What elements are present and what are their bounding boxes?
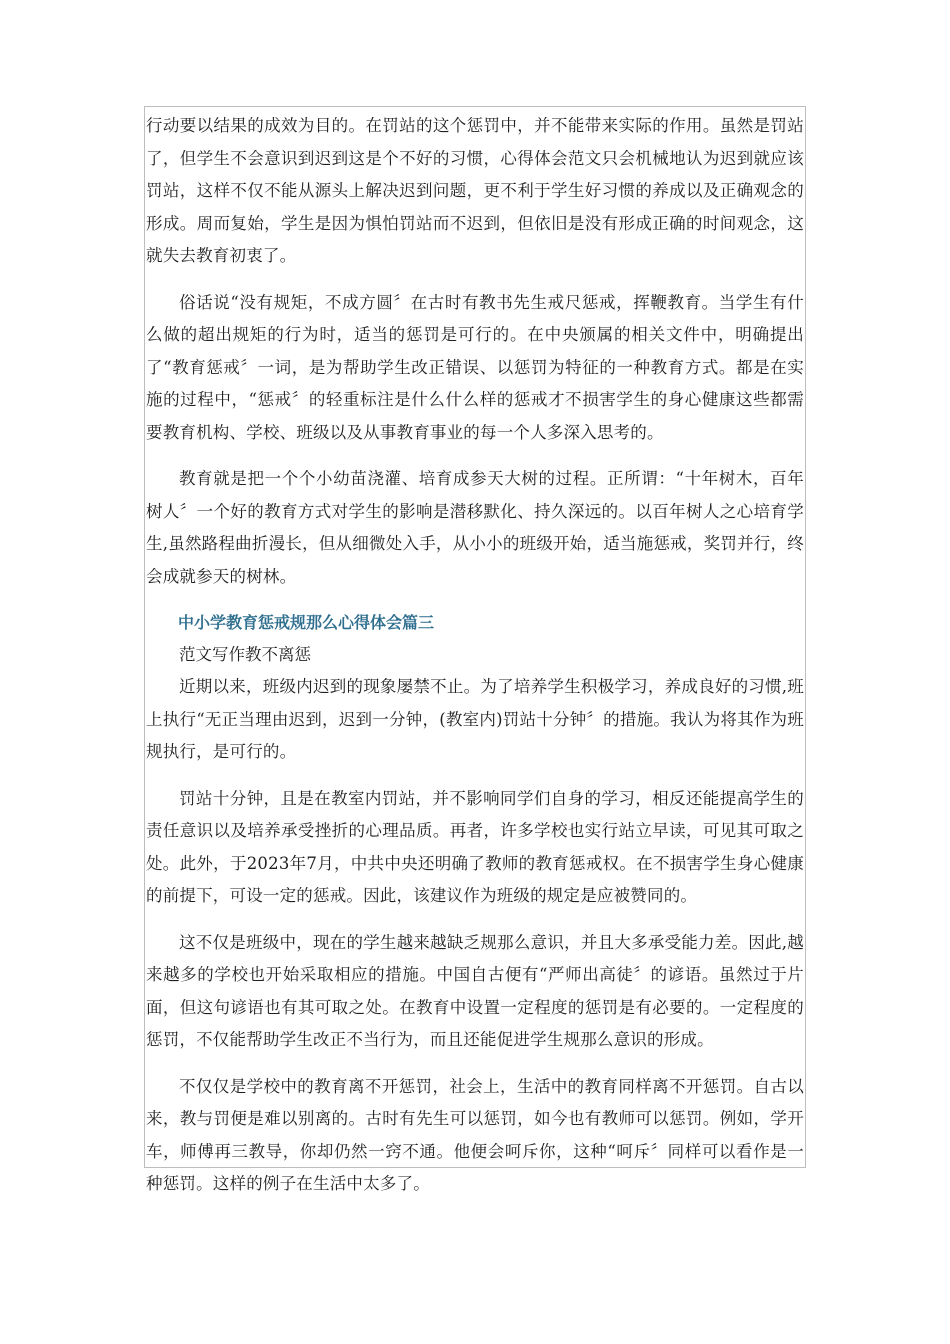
paragraph-5: 罚站十分钟，且是在教室内罚站，并不影响同学们自身的学习，相反还能提高学生的责任意识以及培养承受挫折的心理品质。再者，许多学校也实行站立早读，可见其可取之处。此外，于2023年7月，中共中央还明确了教师的教育惩戒权。在不损害学生身心健康的前提下，可设一定的惩戒。因此，该建议作为班级的规定是应被赞同的。 (146, 788, 804, 905)
section-heading: 中小学教育惩戒规那么心得体会篇三 (178, 613, 435, 632)
paragraph-6: 这不仅是班级中，现在的学生越来越缺乏规那么意识，并且大多承受能力差。因此,越来越多的学校也开始采取相应的措施。中国自古便有“严师出高徒〞的谚语。虽然过于片面，但这句谚语也有其可取之处。在教育中设置一定程度的惩罚是有必要的。一定程度的惩罚，不仅能帮助学生改正不当行为，而且还能促进学生规那么意识的形成。 (146, 932, 804, 1049)
document-body (146, 110, 806, 1201)
section-subtitle: 范文写作教不离惩 (179, 645, 311, 664)
paragraph-4: 近期以来，班级内迟到的现象屡禁不止。为了培养学生积极学习，养成良好的习惯,班上执行“无正当理由迟到，迟到一分钟，(教室内)罚站十分钟〞的措施。我认为将其作为班规执行，是可行的。 (146, 677, 804, 761)
paragraph-7: 不仅仅是学校中的教育离不开惩罚，社会上，生活中的教育同样离不开惩罚。自古以来，教与罚便是难以别离的。古时有先生可以惩罚，如今也有教师可以惩罚。例如，学开车，师傅再三教导，你却仍然一窍不通。他便会呵斥你，这种“呵斥〞同样可以看作是一种惩罚。这样的例子在生活中太多了。 (146, 1076, 804, 1193)
paragraph-3: 教育就是把一个个小幼苗浇灌、培育成参天大树的过程。正所谓：“十年树木，百年树人〞一个好的教育方式对学生的影响是潜移默化、持久深远的。以百年树人之心培育学生,虽然路程曲折漫长，但从细微处入手，从小小的班级开始，适当施惩戒，奖罚并行，终会成就参天的树林。 (146, 469, 804, 586)
paragraph-2: 俗话说“没有规矩，不成方圆〞在古时有教书先生戒尺惩戒，挥鞭教育。当学生有什么做的超出规矩的行为时，适当的惩罚是可行的。在中央颁属的相关文件中，明确提出了“教育惩戒〞一词，是为帮助学生改正错误、以惩罚为特征的一种教育方式。都是在实施的过程中，“惩戒〞的轻重标注是什么什么样的惩戒才不损害学生的身心健康这些都需要教育机构、学校、班级以及从事教育事业的每一个人多深入思考的。 (146, 292, 804, 442)
paragraph-1: 行动要以结果的成效为目的。在罚站的这个惩罚中，并不能带来实际的作用。虽然是罚站了，但学生不会意识到迟到这是个不好的习惯，心得体会范文只会机械地认为迟到就应该罚站，这样不仅不能从源头上解决迟到问题，更不利于学生好习惯的养成以及正确观念的形成。周而复始，学生是因为惧怕罚站而不迟到，但依旧是没有形成正确的时间观念，这就失去教育初衷了。 (146, 116, 804, 265)
